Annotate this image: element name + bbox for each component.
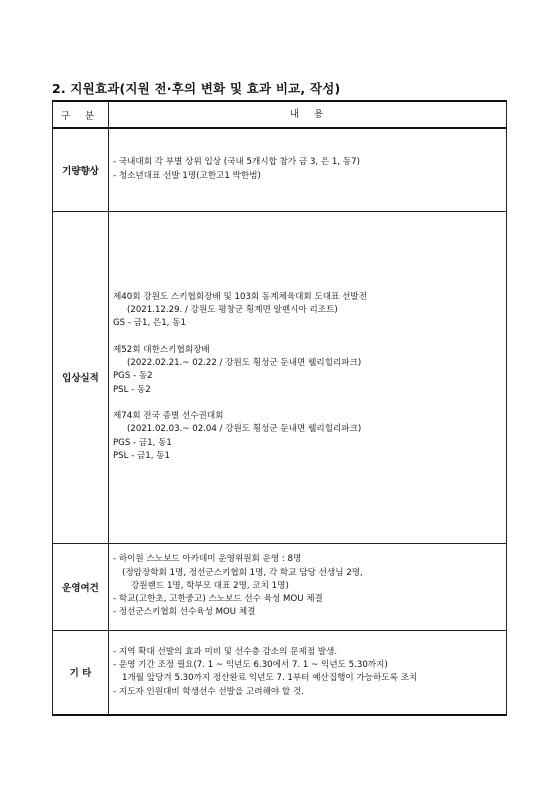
row-content-etc bbox=[109, 630, 507, 715]
award-result: PGS - 금1, 동1 bbox=[113, 437, 172, 448]
award-title: 제52회 대한스키협회장배 bbox=[113, 344, 210, 355]
table-row bbox=[53, 543, 507, 630]
row-content-skill bbox=[109, 128, 507, 211]
content-line: 강원랜드 1명, 학부모 대표 2명, 코치 1명) bbox=[131, 580, 289, 591]
table-row bbox=[53, 211, 507, 543]
award-result: GS - 금1, 은1, 동1 bbox=[113, 318, 186, 329]
award-result: PSL - 금1, 동1 bbox=[113, 450, 170, 461]
content-line: - 학교(고한초, 고한중고) 스노보드 선수 육성 MOU 체결 bbox=[113, 594, 323, 605]
content-line: - 청소년대표 선발 1명(고한고1 박한범) bbox=[113, 170, 261, 181]
content-line: - 지역 확대 선발의 효과 미비 및 선수층 감소의 문제점 발생. bbox=[113, 646, 338, 657]
table-row bbox=[53, 128, 507, 211]
table-row bbox=[53, 630, 507, 715]
table-header-row bbox=[53, 101, 507, 128]
award-title: 제40회 강원도 스키협회장배 및 103회 동계체육대회 도대표 선발전 bbox=[113, 291, 368, 302]
header-content: 내 용 bbox=[109, 101, 507, 128]
award-title: 제74회 전국 종별 선수권대회 bbox=[113, 410, 224, 421]
award-result: PSL - 동2 bbox=[113, 384, 151, 395]
row-content-awards bbox=[109, 211, 507, 543]
effect-table bbox=[52, 100, 507, 716]
section-title: 2. 지원효과(지원 전·후의 변화 및 효과 비교, 작성) bbox=[52, 81, 341, 96]
content-line: - 하이원 스노보드 아카데미 운영위원회 운영 : 8명 bbox=[113, 554, 302, 565]
content-line: - 정선군스키협회 선수육성 MOU 체결 bbox=[113, 607, 256, 618]
row-label-awards: 입상실적 bbox=[53, 211, 109, 543]
row-label-etc: 기 타 bbox=[53, 630, 109, 715]
header-category: 구 분 bbox=[53, 101, 109, 128]
award-date: (2022.02.21.~ 02.22 / 강원도 횡성군 둔내면 웰리힐리파크) bbox=[127, 358, 362, 369]
content-line: 1개월 앞당겨 5.30까지 정산완료 익년도 7. 1부터 예산집행이 가능하도록 조치 bbox=[122, 673, 418, 684]
row-label-operation: 운영여건 bbox=[53, 543, 109, 630]
content-line: (정암장학회 1명, 정선군스키협회 1명, 각 학교 담당 선생님 2명, bbox=[122, 567, 363, 578]
award-date: (2021.02.03.~ 02.04 / 강원도 횡성군 둔내면 웰리힐리파크) bbox=[127, 424, 362, 435]
award-result: PGS - 동2 bbox=[113, 371, 153, 382]
row-label-skill: 기량향상 bbox=[53, 128, 109, 211]
award-date: (2021.12.29. / 강원도 평창군 횡계면 알펜시아 리조트) bbox=[127, 305, 338, 316]
content-line: - 지도자 인원대비 학생선수 선발을 고려해야 할 것. bbox=[113, 686, 304, 697]
row-content-operation bbox=[109, 543, 507, 630]
content-line: - 국내대회 각 부별 상위 입상 (국내 5개시합 참가 금 3, 은 1, 동7) bbox=[113, 157, 360, 168]
content-line: - 운영 기간 조정 필요(7. 1 ~ 익년도 6.30에서 7. 1 ~ 익년도 5.30까지) bbox=[113, 659, 388, 670]
